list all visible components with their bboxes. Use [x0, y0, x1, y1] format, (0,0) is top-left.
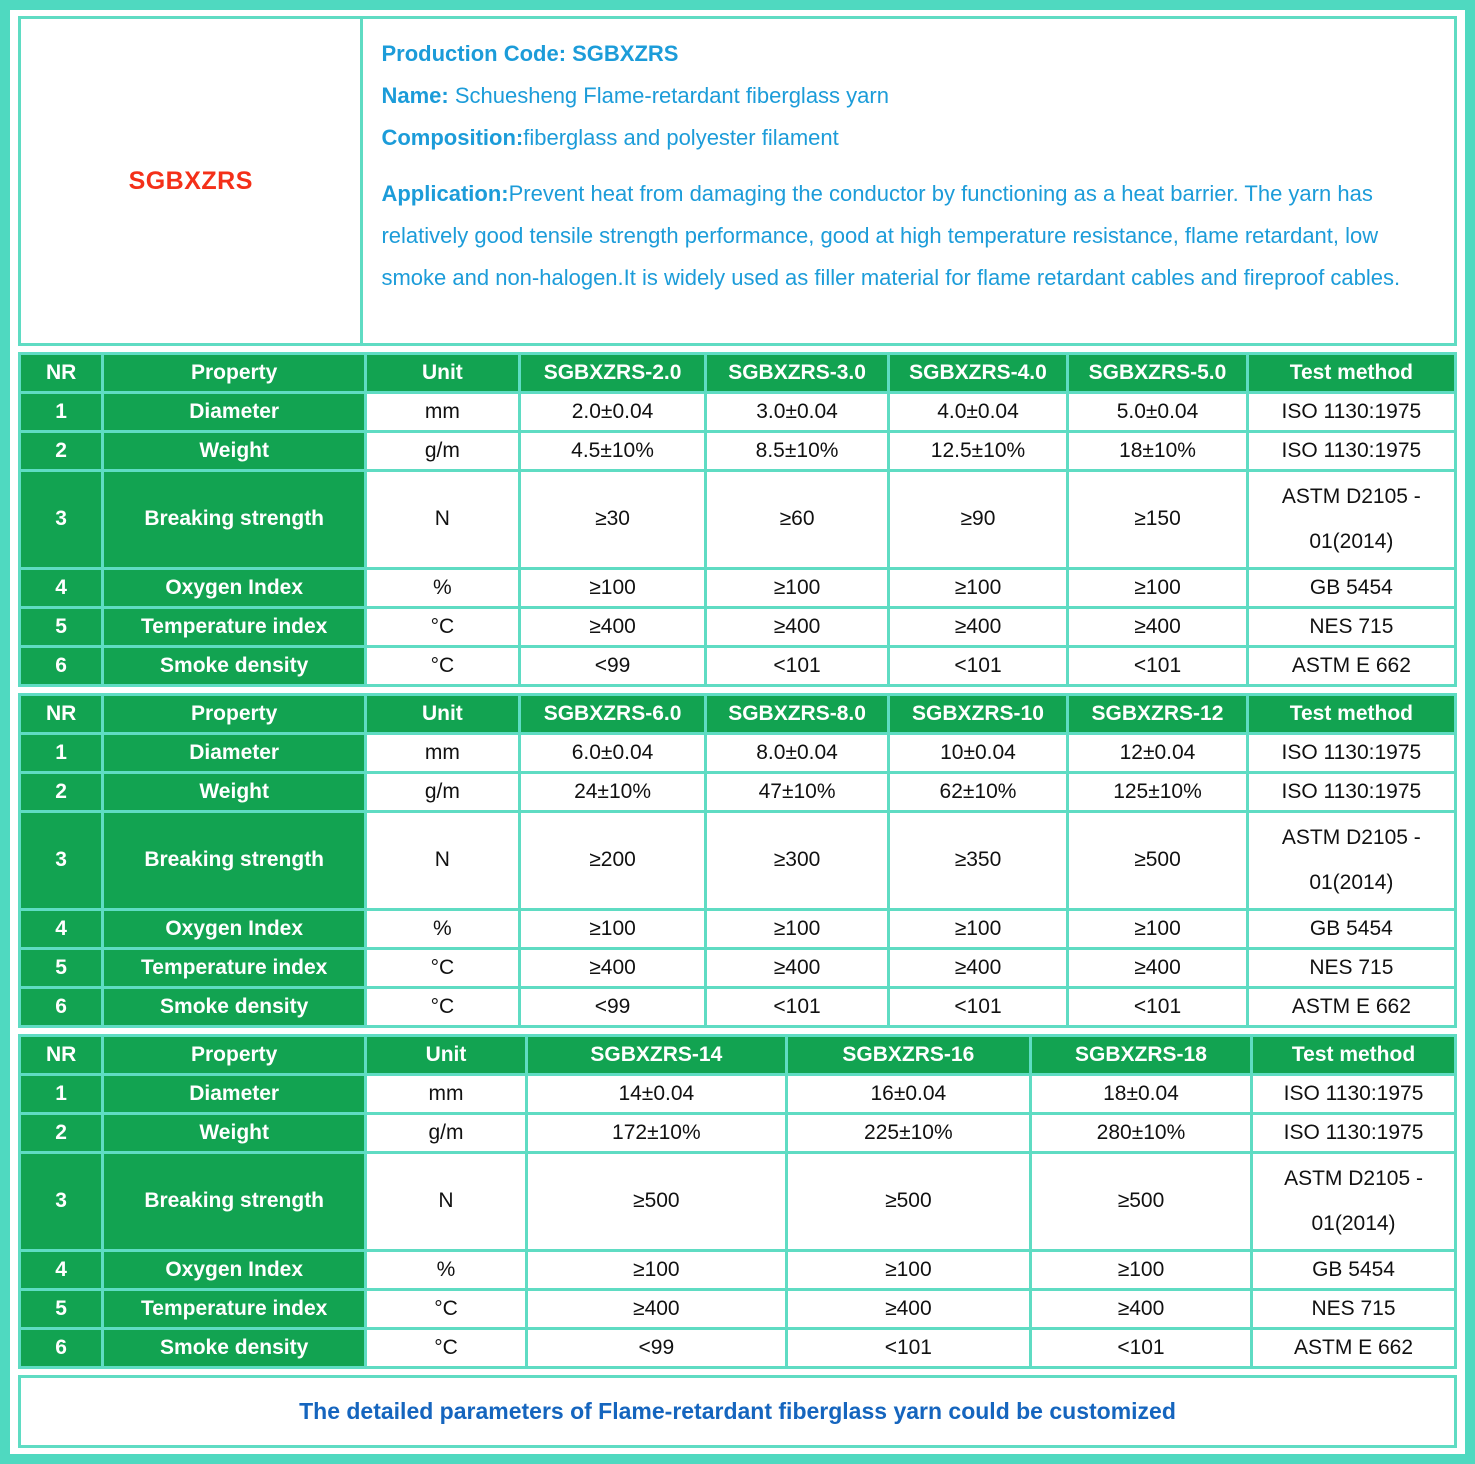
column-header: SGBXZRS-18	[1030, 1036, 1251, 1075]
row-header-cell: 5	[20, 608, 103, 647]
value-cell: <101	[1068, 647, 1248, 686]
value-cell: °C	[366, 1329, 527, 1368]
value-cell: 5.0±0.04	[1068, 393, 1248, 432]
product-description-cell	[363, 19, 1454, 343]
row-header-cell: Temperature index	[103, 1290, 366, 1329]
value-cell: ≥100	[786, 1251, 1030, 1290]
column-header: Property	[103, 1036, 366, 1075]
value-cell: GB 5454	[1247, 910, 1455, 949]
value-cell: 62±10%	[888, 773, 1068, 812]
value-cell: °C	[366, 608, 520, 647]
value-cell: ≥400	[1068, 608, 1248, 647]
table-row	[20, 1290, 1456, 1329]
row-header-cell: 4	[20, 1251, 103, 1290]
table-row	[20, 432, 1456, 471]
row-header-cell: 2	[20, 1114, 103, 1153]
column-header: SGBXZRS-14	[526, 1036, 786, 1075]
value-cell: ≥90	[888, 471, 1068, 569]
value-cell: ASTM E 662	[1252, 1329, 1456, 1368]
value-cell: GB 5454	[1247, 569, 1455, 608]
value-cell: ≥400	[888, 608, 1068, 647]
value-cell: ≥500	[1030, 1153, 1251, 1251]
column-header: SGBXZRS-2.0	[519, 354, 706, 393]
value-cell: <101	[1030, 1329, 1251, 1368]
value-cell: NES 715	[1247, 608, 1455, 647]
row-header-cell: 1	[20, 734, 103, 773]
value-cell: N	[366, 471, 520, 569]
value-cell: ≥400	[888, 949, 1068, 988]
table-row	[20, 812, 1456, 910]
table-row	[20, 910, 1456, 949]
value-cell: ASTM D2105 - 01(2014)	[1252, 1153, 1456, 1251]
value-cell: ≥300	[706, 812, 888, 910]
row-header-cell: Oxygen Index	[103, 569, 366, 608]
value-cell: 2.0±0.04	[519, 393, 706, 432]
value-cell: °C	[366, 647, 520, 686]
value-cell: ≥100	[706, 910, 888, 949]
value-cell: 14±0.04	[526, 1075, 786, 1114]
row-header-cell: Diameter	[103, 734, 366, 773]
value-cell: 4.5±10%	[519, 432, 706, 471]
value-cell: ≥100	[1068, 910, 1248, 949]
spec-table-1-container	[18, 352, 1457, 687]
spec-table-3	[18, 1034, 1457, 1369]
value-cell: °C	[366, 988, 520, 1027]
value-cell: <99	[519, 988, 706, 1027]
row-header-cell: Weight	[103, 773, 366, 812]
info-line-application	[381, 173, 1434, 299]
table-row	[20, 471, 1456, 569]
row-header-cell: Diameter	[103, 1075, 366, 1114]
value-cell: mm	[366, 1075, 527, 1114]
value-cell: ≥400	[526, 1290, 786, 1329]
value-cell: 12±0.04	[1068, 734, 1248, 773]
column-header: Property	[103, 695, 366, 734]
value-cell: mm	[366, 734, 520, 773]
column-header: SGBXZRS-4.0	[888, 354, 1068, 393]
value-cell: ASTM E 662	[1247, 988, 1455, 1027]
value-cell: ≥400	[1030, 1290, 1251, 1329]
info-line-production-code	[381, 33, 1434, 75]
table-row	[20, 949, 1456, 988]
product-code-cell	[21, 19, 363, 343]
table-row	[20, 988, 1456, 1027]
value-cell: 10±0.04	[888, 734, 1068, 773]
row-header-cell: Breaking strength	[103, 471, 366, 569]
column-header: Test method	[1247, 695, 1455, 734]
table-row	[20, 734, 1456, 773]
value-cell: ≥100	[1068, 569, 1248, 608]
value-cell: ≥100	[888, 569, 1068, 608]
value-cell: ≥100	[526, 1251, 786, 1290]
value-cell: 3.0±0.04	[706, 393, 888, 432]
row-header-cell: 2	[20, 432, 103, 471]
table-row	[20, 1251, 1456, 1290]
column-header: Test method	[1247, 354, 1455, 393]
table-header-row	[20, 354, 1456, 393]
application-text: Prevent heat from damaging the conductor by functioning as a heat barrier. The yarn has relatively good tensile strength performance, good at high temperature resistance, flame retardant, low smoke and non-halogen.It is widely used as filler material for flame retardant cables and fireproof cables.	[381, 181, 1401, 290]
column-header: SGBXZRS-16	[786, 1036, 1030, 1075]
value-cell: 172±10%	[526, 1114, 786, 1153]
value-cell: NES 715	[1247, 949, 1455, 988]
value-cell: <99	[519, 647, 706, 686]
row-header-cell: Weight	[103, 1114, 366, 1153]
value-cell: <101	[786, 1329, 1030, 1368]
table-header-row	[20, 695, 1456, 734]
row-header-cell: 5	[20, 1290, 103, 1329]
value-cell: 12.5±10%	[888, 432, 1068, 471]
table-header-row	[20, 1036, 1456, 1075]
value-cell: <101	[888, 988, 1068, 1027]
column-header: SGBXZRS-8.0	[706, 695, 888, 734]
value-cell: g/m	[366, 1114, 527, 1153]
value-cell: ≥400	[706, 608, 888, 647]
value-cell: 16±0.04	[786, 1075, 1030, 1114]
value-cell: ≥150	[1068, 471, 1248, 569]
value-cell: 6.0±0.04	[519, 734, 706, 773]
table-row	[20, 393, 1456, 432]
value-cell: 225±10%	[786, 1114, 1030, 1153]
value-cell: <101	[1068, 988, 1248, 1027]
column-header: SGBXZRS-5.0	[1068, 354, 1248, 393]
row-header-cell: 4	[20, 910, 103, 949]
footer-note	[18, 1375, 1457, 1448]
footer-text: The detailed parameters of Flame-retardant fiberglass yarn could be customized	[299, 1398, 1176, 1424]
value-cell: ≥500	[786, 1153, 1030, 1251]
table-row	[20, 1153, 1456, 1251]
value-cell: 47±10%	[706, 773, 888, 812]
value-cell: ISO 1130:1975	[1247, 773, 1455, 812]
value-cell: ≥200	[519, 812, 706, 910]
name-label: Name:	[381, 83, 449, 108]
value-cell: ≥60	[706, 471, 888, 569]
row-header-cell: 6	[20, 1329, 103, 1368]
value-cell: ≥400	[1068, 949, 1248, 988]
row-header-cell: Temperature index	[103, 949, 366, 988]
table-row	[20, 773, 1456, 812]
row-header-cell: Smoke density	[103, 1329, 366, 1368]
value-cell: %	[366, 569, 520, 608]
spec-table-1	[18, 352, 1457, 687]
row-header-cell: Weight	[103, 432, 366, 471]
column-header: Unit	[366, 1036, 527, 1075]
value-cell: ≥400	[519, 608, 706, 647]
value-cell: NES 715	[1252, 1290, 1456, 1329]
production-code-label: Production Code: SGBXZRS	[381, 41, 679, 66]
value-cell: mm	[366, 393, 520, 432]
value-cell: 280±10%	[1030, 1114, 1251, 1153]
value-cell: 8.5±10%	[706, 432, 888, 471]
table-row	[20, 569, 1456, 608]
value-cell: ISO 1130:1975	[1252, 1114, 1456, 1153]
value-cell: ≥100	[519, 569, 706, 608]
column-header: SGBXZRS-6.0	[519, 695, 706, 734]
value-cell: ≥350	[888, 812, 1068, 910]
value-cell: <101	[888, 647, 1068, 686]
composition-text: fiberglass and polyester filament	[523, 125, 839, 150]
value-cell: 8.0±0.04	[706, 734, 888, 773]
table-row	[20, 647, 1456, 686]
application-label: Application:	[381, 181, 509, 206]
value-cell: 125±10%	[1068, 773, 1248, 812]
column-header: Test method	[1252, 1036, 1456, 1075]
row-header-cell: 3	[20, 471, 103, 569]
value-cell: g/m	[366, 432, 520, 471]
row-header-cell: 4	[20, 569, 103, 608]
info-line-composition	[381, 117, 1434, 159]
value-cell: <101	[706, 988, 888, 1027]
product-code: SGBXZRS	[128, 166, 253, 195]
value-cell: ≥500	[1068, 812, 1248, 910]
row-header-cell: Smoke density	[103, 988, 366, 1027]
value-cell: ≥100	[888, 910, 1068, 949]
row-header-cell: 1	[20, 1075, 103, 1114]
value-cell: 18±10%	[1068, 432, 1248, 471]
table-row	[20, 1329, 1456, 1368]
value-cell: ASTM D2105 - 01(2014)	[1247, 812, 1455, 910]
row-header-cell: 6	[20, 647, 103, 686]
column-header: NR	[20, 354, 103, 393]
column-header: Unit	[366, 695, 520, 734]
row-header-cell: 1	[20, 393, 103, 432]
value-cell: 4.0±0.04	[888, 393, 1068, 432]
value-cell: ≥500	[526, 1153, 786, 1251]
value-cell: %	[366, 910, 520, 949]
value-cell: N	[366, 812, 520, 910]
value-cell: <99	[526, 1329, 786, 1368]
table-row	[20, 1114, 1456, 1153]
value-cell: ISO 1130:1975	[1247, 734, 1455, 773]
row-header-cell: Diameter	[103, 393, 366, 432]
column-header: Property	[103, 354, 366, 393]
spec-table-2	[18, 693, 1457, 1028]
value-cell: °C	[366, 949, 520, 988]
value-cell: ≥100	[1030, 1251, 1251, 1290]
column-header: NR	[20, 1036, 103, 1075]
value-cell: ≥30	[519, 471, 706, 569]
row-header-cell: Breaking strength	[103, 812, 366, 910]
value-cell: GB 5454	[1252, 1251, 1456, 1290]
composition-label: Composition:	[381, 125, 524, 150]
value-cell: ≥400	[706, 949, 888, 988]
value-cell: 24±10%	[519, 773, 706, 812]
info-line-name	[381, 75, 1434, 117]
table-row	[20, 608, 1456, 647]
value-cell: <101	[706, 647, 888, 686]
row-header-cell: Temperature index	[103, 608, 366, 647]
column-header: SGBXZRS-12	[1068, 695, 1248, 734]
row-header-cell: Oxygen Index	[103, 1251, 366, 1290]
value-cell: g/m	[366, 773, 520, 812]
value-cell: N	[366, 1153, 527, 1251]
value-cell: ≥100	[519, 910, 706, 949]
row-header-cell: Oxygen Index	[103, 910, 366, 949]
value-cell: °C	[366, 1290, 527, 1329]
value-cell: ≥400	[786, 1290, 1030, 1329]
column-header: SGBXZRS-3.0	[706, 354, 888, 393]
value-cell: ASTM D2105 - 01(2014)	[1247, 471, 1455, 569]
value-cell: ISO 1130:1975	[1247, 393, 1455, 432]
row-header-cell: 3	[20, 812, 103, 910]
row-header-cell: 3	[20, 1153, 103, 1251]
value-cell: ISO 1130:1975	[1252, 1075, 1456, 1114]
column-header: NR	[20, 695, 103, 734]
row-header-cell: 6	[20, 988, 103, 1027]
row-header-cell: 2	[20, 773, 103, 812]
value-cell: ISO 1130:1975	[1247, 432, 1455, 471]
table-row	[20, 1075, 1456, 1114]
row-header-cell: Breaking strength	[103, 1153, 366, 1251]
value-cell: ≥400	[519, 949, 706, 988]
value-cell: %	[366, 1251, 527, 1290]
spec-table-2-container	[18, 693, 1457, 1028]
name-text: Schuesheng Flame-retardant fiberglass yarn	[448, 83, 889, 108]
spec-table-3-container	[18, 1034, 1457, 1369]
value-cell: 18±0.04	[1030, 1075, 1251, 1114]
product-info-panel	[18, 16, 1457, 346]
column-header: Unit	[366, 354, 520, 393]
value-cell: ASTM E 662	[1247, 647, 1455, 686]
column-header: SGBXZRS-10	[888, 695, 1068, 734]
row-header-cell: Smoke density	[103, 647, 366, 686]
row-header-cell: 5	[20, 949, 103, 988]
value-cell: ≥100	[706, 569, 888, 608]
